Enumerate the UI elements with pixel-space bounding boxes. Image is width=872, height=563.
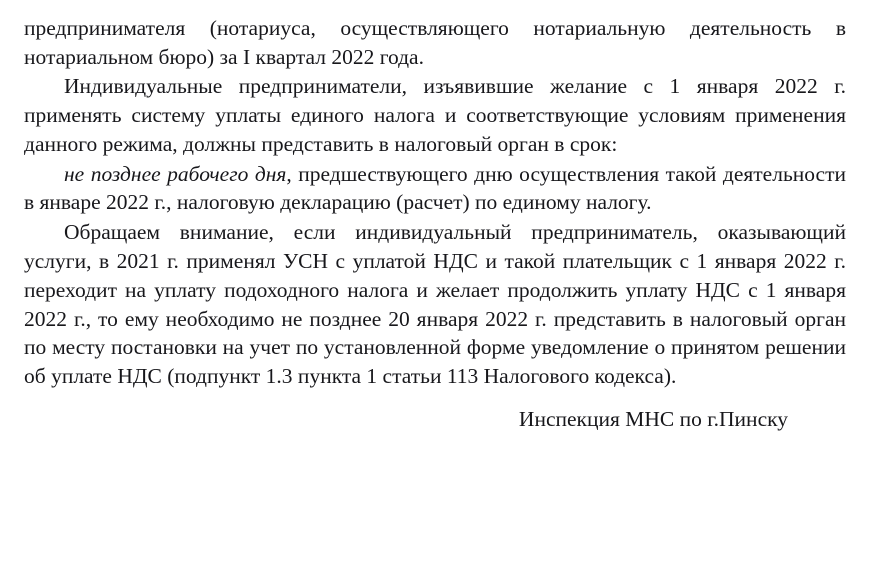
- paragraph-continuation: [24, 14, 846, 72]
- paragraph-text: Индивидуальные предприниматели, изъявившие желание с 1 января 2022 г. применять систему уплаты единого налога и соответствующие условиям применения данного режима, должны представить в налоговый орган в срок:: [24, 74, 846, 157]
- paragraph-deadline: [24, 160, 846, 218]
- paragraph-text: Обращаем внимание, если индивидуальный предприниматель, оказывающий услуги, в 2021 г. применял УСН с уплатой НДС и такой плательщик с 1 января 2022 г. переходит на уплату подоходного налога и желает продолжить уплату НДС с 1 января 2022 г., то ему необходимо не позднее 20 января 2022 г. представить в налоговый орган по месту постановки на учет по установленной форме уведомление о принятом решении об уплате НДС (подпункт 1.3 пункта 1 статьи 113 Налогового кодекса).: [24, 219, 846, 389]
- emphasis-deadline-phrase: не позднее рабочего дня: [64, 161, 287, 186]
- paragraph-text: , предшествующего дню осуществления такой деятельности в январе 2022 г., налоговую декларацию (расчет) по единому налогу.: [24, 161, 846, 215]
- signature-line: [24, 405, 846, 434]
- paragraph-individual-entrepreneurs: [24, 72, 846, 159]
- paragraph-text: предпринимателя (нотариуса, осуществляющего нотариальную деятельность в нотариальном бюро) за I квартал 2022 года.: [24, 16, 846, 69]
- paragraph-attention: [24, 218, 846, 391]
- signature-text: Инспекция МНС по г.Пинску: [518, 407, 788, 432]
- document-body: [24, 14, 846, 434]
